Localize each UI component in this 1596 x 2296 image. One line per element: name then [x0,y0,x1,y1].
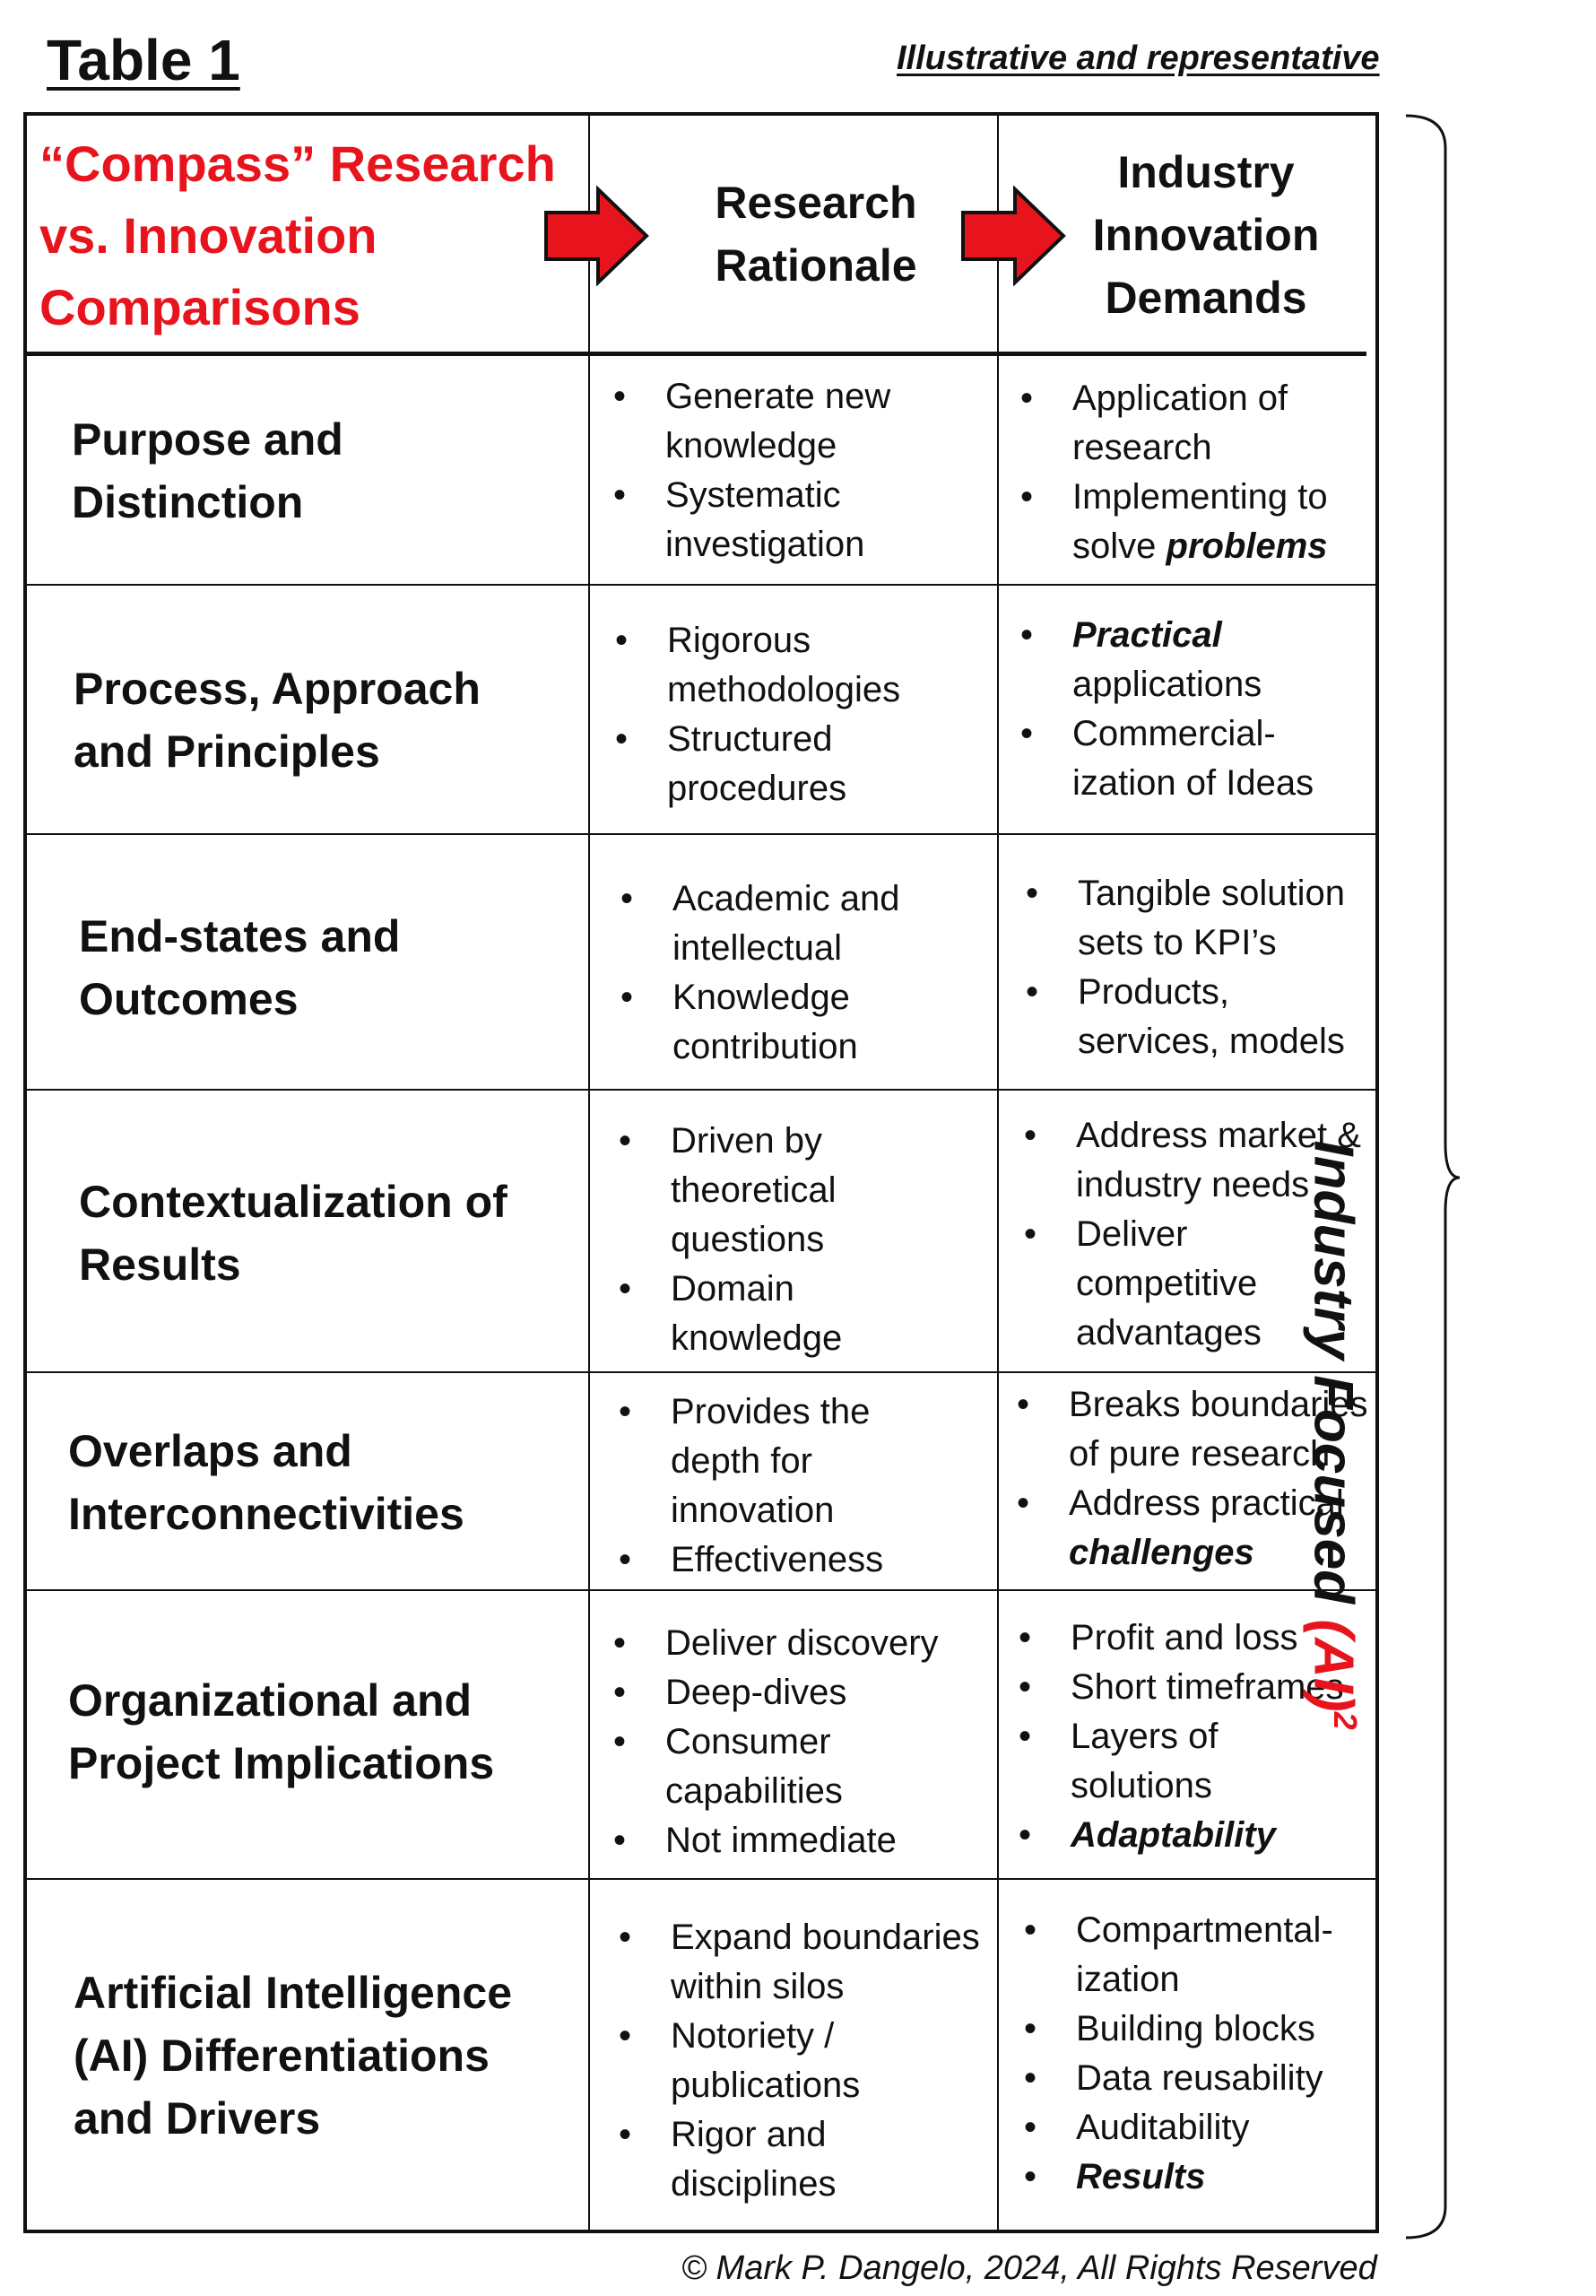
list-item: • Not immediate [613,1816,939,1866]
row-label [74,1961,512,2150]
research-cell [615,616,900,813]
column-divider [588,116,590,2230]
list-item: • Knowledge contribution [620,973,899,1072]
list-item: • Application of research [1020,374,1328,473]
right-arrow-icon [542,186,650,286]
row-label [74,657,481,783]
curly-brace-icon [1399,112,1462,2242]
header-line: Demands [1105,273,1307,323]
row-label [79,905,400,1031]
header-line: Innovation [1092,210,1320,260]
research-cell [620,874,899,1072]
side-label-accent: (AI) [1302,1619,1365,1712]
list-item: • Deliver discovery [613,1619,939,1668]
list-item: • Expand boundaries within silos [619,1913,980,2012]
list-item: • Rigorous methodologies [615,616,900,715]
table-title: Table 1 [47,28,240,92]
row-label-line: Outcomes [79,974,299,1024]
list-item: • Driven by theoretical questions [619,1117,842,1265]
table-subtitle: Illustrative and representative [897,39,1380,77]
header-line: Comparisons [39,279,360,335]
list-item: • Academic and intellectual [620,874,899,973]
list-item: • Notoriety / publications [619,2012,980,2110]
research-cell [613,372,890,570]
list-item: • Domain knowledge [619,1265,842,1363]
list-item: • Systematic investigation [613,471,890,570]
row-label [68,1420,464,1545]
list-item: • Deep-dives [613,1668,939,1718]
row-label-line: Results [79,1239,241,1290]
innovation-cell [1019,1613,1344,1860]
header-line: Rationale [715,240,917,291]
header-industry-innovation-demands [1058,141,1354,329]
list-item: • Address practical challenges [1017,1479,1368,1578]
header-compass-comparisons [39,128,577,344]
row-label-line: Organizational and [68,1675,473,1726]
header-line: Research [715,178,917,228]
research-cell [619,1117,842,1363]
row-label-line: Project Implications [68,1738,495,1788]
column-divider [997,116,999,2230]
row-divider [27,833,1375,835]
list-item: • Practical applications [1020,611,1314,709]
innovation-cell [1024,1906,1333,2202]
list-item: • Breaks boundaries of pure research [1017,1380,1368,1479]
row-label-line: Purpose and [72,414,343,465]
list-item: • Effectiveness [619,1535,883,1585]
row-label-line: Interconnectivities [68,1489,464,1539]
header-research-rationale [646,171,986,297]
list-item: • Layers of solutions [1019,1712,1344,1811]
row-label [72,408,343,534]
copyright-footer: © Mark P. Dangelo, 2024, All Rights Reserved [681,2249,1377,2287]
list-item: • Address market & industry needs [1024,1111,1361,1210]
list-item: • Commercial- ization of Ideas [1020,709,1314,808]
innovation-cell [1020,611,1314,808]
header-divider [27,352,1366,356]
row-divider [27,1589,1375,1591]
research-cell [619,1387,883,1585]
list-item: • Building blocks [1024,2005,1333,2054]
comparison-table [23,112,1379,2233]
innovation-cell [1020,374,1328,571]
list-item: • Structured procedures [615,715,900,813]
row-label-line: Artificial Intelligence [74,1968,513,2018]
row-label-line: (AI) Differentiations [74,2031,490,2081]
list-item: • Adaptability [1019,1811,1344,1860]
list-item: • Short timeframes [1019,1663,1344,1712]
list-item: • Consumer capabilities [613,1718,939,1816]
list-item: • Implementing to solve problems [1020,473,1328,571]
row-label-line: Contextualization of [79,1177,507,1227]
row-label [79,1170,507,1296]
header-line: vs. Innovation [39,207,377,264]
list-item: • Provides the depth for innovation [619,1387,883,1535]
list-item: • Deliver competitive advantages [1024,1210,1361,1358]
row-label-line: Distinction [72,477,304,527]
row-label-line: and Principles [74,726,380,777]
row-label-line: End-states and [79,911,401,961]
list-item: • Tangible solution sets to KPI’s [1026,869,1345,968]
side-label-text: Industry Focused [1302,1140,1365,1605]
list-item: • Compartmental- ization [1024,1906,1333,2005]
header-line: “Compass” Research [39,135,556,192]
row-label-line: Process, Approach [74,664,481,714]
row-label [68,1669,494,1795]
industry-focused-ai-label [1302,897,1385,1973]
list-item: • Profit and loss [1019,1613,1344,1663]
side-label-superscript: 2 [1327,1711,1364,1730]
research-cell [619,1913,980,2209]
header-line: Industry [1117,147,1295,197]
list-item: • Results [1024,2152,1333,2202]
list-item: • Rigor and disciplines [619,2110,980,2209]
list-item: • Auditability [1024,2103,1333,2152]
list-item: • Data reusability [1024,2054,1333,2103]
row-divider [27,584,1375,586]
list-item: • Products, services, models [1026,968,1345,1066]
research-cell [613,1619,939,1866]
list-item: • Generate new knowledge [613,372,890,471]
row-label-line: Overlaps and [68,1426,352,1476]
row-divider [27,1878,1375,1880]
row-label-line: and Drivers [74,2093,321,2144]
row-divider [27,1089,1375,1091]
innovation-cell [1026,869,1345,1066]
row-divider [27,1371,1375,1373]
